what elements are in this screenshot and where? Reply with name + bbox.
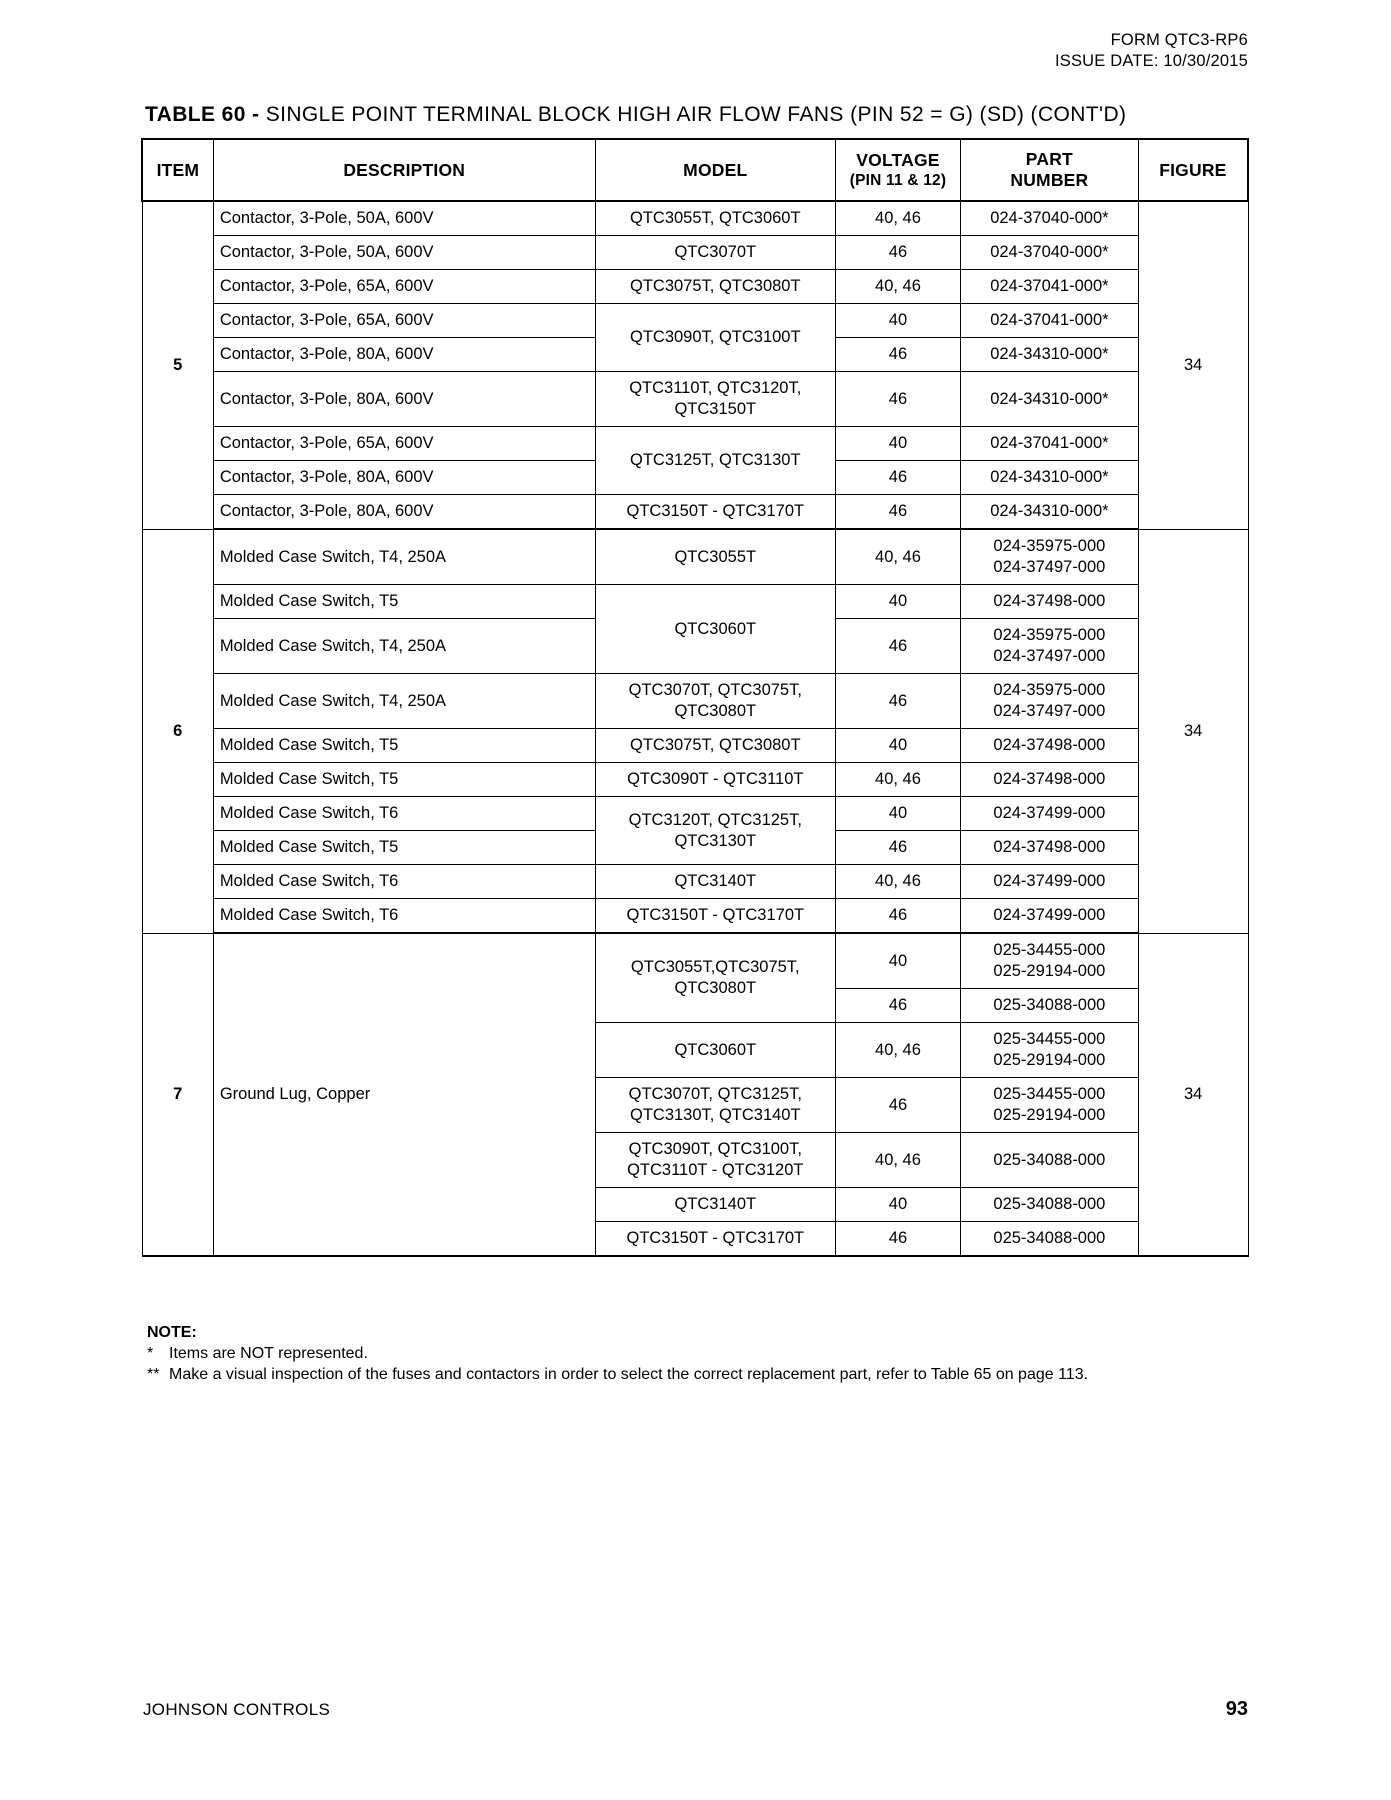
cell-voltage: 40 [835, 304, 960, 338]
cell-voltage: 40, 46 [835, 1133, 960, 1188]
document-footer [143, 1700, 1248, 1726]
table-caption-title: SINGLE POINT TERMINAL BLOCK HIGH AIR FLOW FANS (PIN 52 = G) (SD) (CONT'D) [259, 103, 1127, 126]
table-row [142, 729, 1248, 763]
cell-description: Molded Case Switch, T4, 250A [213, 619, 595, 674]
cell-description: Molded Case Switch, T6 [213, 865, 595, 899]
table-row [142, 674, 1248, 729]
cell-model: QTC3070T, QTC3125T, QTC3130T, QTC3140T [595, 1078, 835, 1133]
cell-voltage: 46 [835, 372, 960, 427]
cell-model: QTC3140T [595, 1188, 835, 1222]
cell-description: Molded Case Switch, T6 [213, 797, 595, 831]
cell-voltage: 40 [835, 1188, 960, 1222]
cell-model: QTC3060T [595, 1023, 835, 1078]
cell-description: Contactor, 3-Pole, 80A, 600V [213, 338, 595, 372]
cell-part-number: 025-34455-000 025-29194-000 [961, 933, 1139, 989]
parts-table [141, 138, 1249, 1257]
cell-voltage: 40, 46 [835, 529, 960, 585]
cell-part-number: 025-34088-000 [961, 1222, 1139, 1257]
cell-voltage: 40, 46 [835, 763, 960, 797]
table-row [142, 797, 1248, 831]
column-header-voltage [835, 139, 960, 201]
cell-part-number: 024-35975-000 024-37497-000 [961, 619, 1139, 674]
table-row [142, 865, 1248, 899]
cell-voltage: 40 [835, 427, 960, 461]
parts-table-container [141, 138, 1251, 1257]
column-header-figure: FIGURE [1138, 139, 1248, 201]
table-row [142, 372, 1248, 427]
cell-part-number: 024-37499-000 [961, 865, 1139, 899]
cell-model: QTC3055T,QTC3075T, QTC3080T [595, 933, 835, 1023]
table-caption-number: TABLE 60 - [145, 103, 260, 126]
cell-voltage: 40 [835, 585, 960, 619]
cell-description: Molded Case Switch, T5 [213, 585, 595, 619]
footer-page-number: 93 [1225, 1698, 1248, 1720]
document-header [1055, 30, 1248, 72]
cell-model: QTC3070T, QTC3075T, QTC3080T [595, 674, 835, 729]
cell-part-number: 024-37499-000 [961, 797, 1139, 831]
cell-model: QTC3150T - QTC3170T [595, 495, 835, 530]
cell-part-number: 024-34310-000* [961, 338, 1139, 372]
cell-model: QTC3090T, QTC3100T [595, 304, 835, 372]
column-header-description: DESCRIPTION [213, 139, 595, 201]
cell-part-number: 024-34310-000* [961, 495, 1139, 530]
table-row [142, 585, 1248, 619]
cell-voltage: 46 [835, 1078, 960, 1133]
note-text: Items are NOT represented. [169, 1345, 368, 1362]
cell-part-number: 024-37498-000 [961, 763, 1139, 797]
cell-item: 6 [142, 529, 213, 933]
cell-part-number: 024-34310-000* [961, 372, 1139, 427]
column-header-voltage-main: VOLTAGE [856, 150, 940, 170]
cell-model: QTC3150T - QTC3170T [595, 1222, 835, 1257]
cell-description: Molded Case Switch, T5 [213, 831, 595, 865]
cell-model: QTC3075T, QTC3080T [595, 270, 835, 304]
cell-voltage: 40, 46 [835, 201, 960, 236]
cell-part-number: 024-37041-000* [961, 270, 1139, 304]
cell-model: QTC3070T [595, 236, 835, 270]
cell-voltage: 46 [835, 831, 960, 865]
table-row [142, 899, 1248, 934]
table-row [142, 763, 1248, 797]
column-header-part-line2: NUMBER [1010, 170, 1089, 190]
cell-part-number: 025-34088-000 [961, 1188, 1139, 1222]
cell-description: Molded Case Switch, T5 [213, 763, 595, 797]
cell-part-number: 025-34088-000 [961, 1133, 1139, 1188]
cell-figure: 34 [1138, 529, 1248, 933]
cell-description: Contactor, 3-Pole, 50A, 600V [213, 201, 595, 236]
cell-voltage: 46 [835, 495, 960, 530]
cell-model: QTC3090T - QTC3110T [595, 763, 835, 797]
cell-part-number: 024-37041-000* [961, 427, 1139, 461]
column-header-part-number [961, 139, 1139, 201]
cell-voltage: 46 [835, 338, 960, 372]
cell-part-number: 025-34455-000 025-29194-000 [961, 1078, 1139, 1133]
cell-description: Contactor, 3-Pole, 65A, 600V [213, 427, 595, 461]
cell-description: Contactor, 3-Pole, 80A, 600V [213, 495, 595, 530]
cell-part-number: 024-37040-000* [961, 236, 1139, 270]
cell-voltage: 40 [835, 797, 960, 831]
cell-item: 7 [142, 933, 213, 1256]
cell-part-number: 024-34310-000* [961, 461, 1139, 495]
column-header-model: MODEL [595, 139, 835, 201]
note-marker: * [147, 1345, 154, 1362]
cell-part-number: 024-37041-000* [961, 304, 1139, 338]
cell-part-number: 024-35975-000 024-37497-000 [961, 674, 1139, 729]
column-header-part-line1: PART [1025, 149, 1073, 169]
cell-description: Contactor, 3-Pole, 80A, 600V [213, 372, 595, 427]
cell-voltage: 40, 46 [835, 1023, 960, 1078]
notes-title: NOTE: [147, 1324, 197, 1341]
issue-date: ISSUE DATE: 10/30/2015 [1054, 52, 1248, 70]
cell-description: Molded Case Switch, T5 [213, 729, 595, 763]
cell-voltage: 46 [835, 899, 960, 934]
cell-description: Molded Case Switch, T6 [213, 899, 595, 934]
cell-description: Contactor, 3-Pole, 65A, 600V [213, 270, 595, 304]
table-row [142, 304, 1248, 338]
cell-model: QTC3055T [595, 529, 835, 585]
table-row [142, 529, 1248, 585]
cell-voltage: 40, 46 [835, 865, 960, 899]
cell-part-number: 024-37040-000* [961, 201, 1139, 236]
column-header-item: ITEM [142, 139, 213, 201]
cell-description: Molded Case Switch, T4, 250A [213, 674, 595, 729]
cell-model: QTC3055T, QTC3060T [595, 201, 835, 236]
table-header [142, 139, 1248, 201]
note-marker: ** [147, 1366, 160, 1383]
cell-description: Contactor, 3-Pole, 80A, 600V [213, 461, 595, 495]
cell-part-number: 024-37499-000 [961, 899, 1139, 934]
cell-part-number: 024-37498-000 [961, 729, 1139, 763]
cell-part-number: 025-34455-000 025-29194-000 [961, 1023, 1139, 1078]
cell-model: QTC3060T [595, 585, 835, 674]
cell-voltage: 46 [835, 1222, 960, 1257]
table-header-row [142, 139, 1248, 201]
cell-figure: 34 [1138, 201, 1248, 529]
cell-voltage: 46 [835, 461, 960, 495]
cell-voltage: 40 [835, 729, 960, 763]
cell-part-number: 024-35975-000 024-37497-000 [961, 529, 1139, 585]
footer-company: JOHNSON CONTROLS [143, 1700, 331, 1719]
cell-voltage: 40 [835, 933, 960, 989]
note-item [147, 1343, 1088, 1364]
cell-part-number: 024-37498-000 [961, 831, 1139, 865]
cell-part-number: 025-34088-000 [961, 989, 1139, 1023]
cell-description: Contactor, 3-Pole, 65A, 600V [213, 304, 595, 338]
cell-voltage: 46 [835, 619, 960, 674]
note-text: Make a visual inspection of the fuses and contactors in order to select the correct replacement part, refer to Table 65 on page 113. [169, 1366, 1089, 1383]
cell-description: Molded Case Switch, T4, 250A [213, 529, 595, 585]
table-row [142, 236, 1248, 270]
column-header-voltage-sub: (PIN 11 & 12) [849, 172, 947, 189]
cell-model: QTC3125T, QTC3130T [595, 427, 835, 495]
table-row [142, 933, 1248, 989]
cell-model: QTC3110T, QTC3120T, QTC3150T [595, 372, 835, 427]
cell-description: Contactor, 3-Pole, 50A, 600V [213, 236, 595, 270]
table-row [142, 201, 1248, 236]
note-item [147, 1364, 1088, 1385]
cell-model: QTC3090T, QTC3100T, QTC3110T - QTC3120T [595, 1133, 835, 1188]
table-row [142, 495, 1248, 530]
cell-voltage: 40, 46 [835, 270, 960, 304]
cell-figure: 34 [1138, 933, 1248, 1256]
table-row [142, 427, 1248, 461]
cell-voltage: 46 [835, 989, 960, 1023]
table-body [142, 201, 1248, 1256]
cell-voltage: 46 [835, 674, 960, 729]
cell-item: 5 [142, 201, 213, 529]
cell-description: Ground Lug, Copper [213, 933, 595, 1256]
cell-part-number: 024-37498-000 [961, 585, 1139, 619]
notes-block [147, 1322, 1088, 1385]
cell-voltage: 46 [835, 236, 960, 270]
table-caption [145, 102, 1126, 128]
table-row [142, 270, 1248, 304]
cell-model: QTC3120T, QTC3125T, QTC3130T [595, 797, 835, 865]
form-number: FORM QTC3-RP6 [1110, 31, 1248, 49]
cell-model: QTC3150T - QTC3170T [595, 899, 835, 934]
cell-model: QTC3140T [595, 865, 835, 899]
cell-model: QTC3075T, QTC3080T [595, 729, 835, 763]
